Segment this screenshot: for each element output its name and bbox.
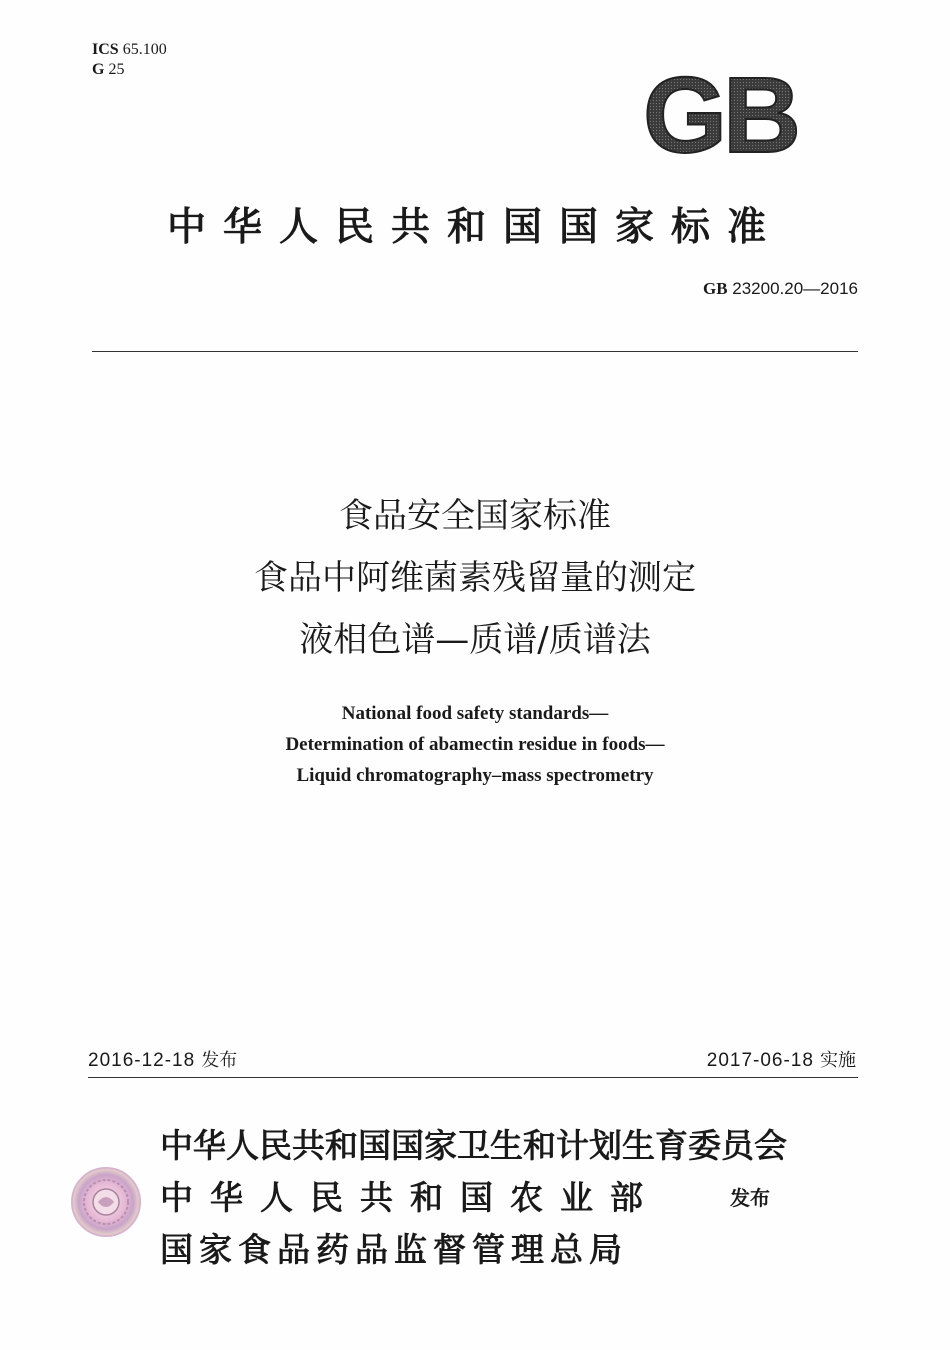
issued-date: 2016-12-18 [88, 1050, 196, 1071]
chinese-title-line: 液相色谱—质谱/质谱法 [299, 620, 651, 660]
chinese-title [0, 485, 950, 671]
effective-date: 2017-06-18 [706, 1050, 814, 1071]
english-title [0, 698, 950, 791]
hologram-seal-icon [70, 1166, 142, 1238]
date-row [88, 1046, 856, 1072]
header-divider [92, 351, 858, 352]
issued-date-block [88, 1046, 237, 1072]
effective-label: 实施 [820, 1050, 856, 1071]
standard-number: GB 23200.20—2016 [702, 279, 858, 298]
publish-label: 发布 [730, 1186, 770, 1210]
ics-code: ICS 65.100 [92, 41, 167, 58]
issuer-line: 国家食品药品监督管理总局 [160, 1230, 628, 1269]
issuer-line: 中华人民共和国国家卫生和计划生育委员会 [160, 1126, 787, 1165]
effective-date-block [707, 1046, 856, 1072]
gb-logo [625, 66, 815, 162]
chinese-title-line: 食品安全国家标准 [339, 496, 611, 536]
english-title-line: Determination of abamectin residue in foods— [285, 734, 665, 755]
ccs-code: G 25 [92, 61, 125, 78]
issuer-line: 中华人民共和国农业部 [160, 1178, 660, 1217]
english-title-line: National food safety standards— [341, 703, 609, 724]
issuing-authorities [160, 1120, 787, 1276]
chinese-title-line: 食品中阿维菌素残留量的测定 [254, 558, 696, 598]
national-standard-heading: 中华人民共和国国家标准 [166, 205, 783, 250]
gb-logo-text: GB [643, 66, 797, 162]
footer-divider [88, 1077, 858, 1078]
english-title-line: Liquid chromatography–mass spectrometry [296, 765, 654, 786]
issued-label: 发布 [201, 1050, 238, 1071]
classification-codes [92, 40, 167, 80]
